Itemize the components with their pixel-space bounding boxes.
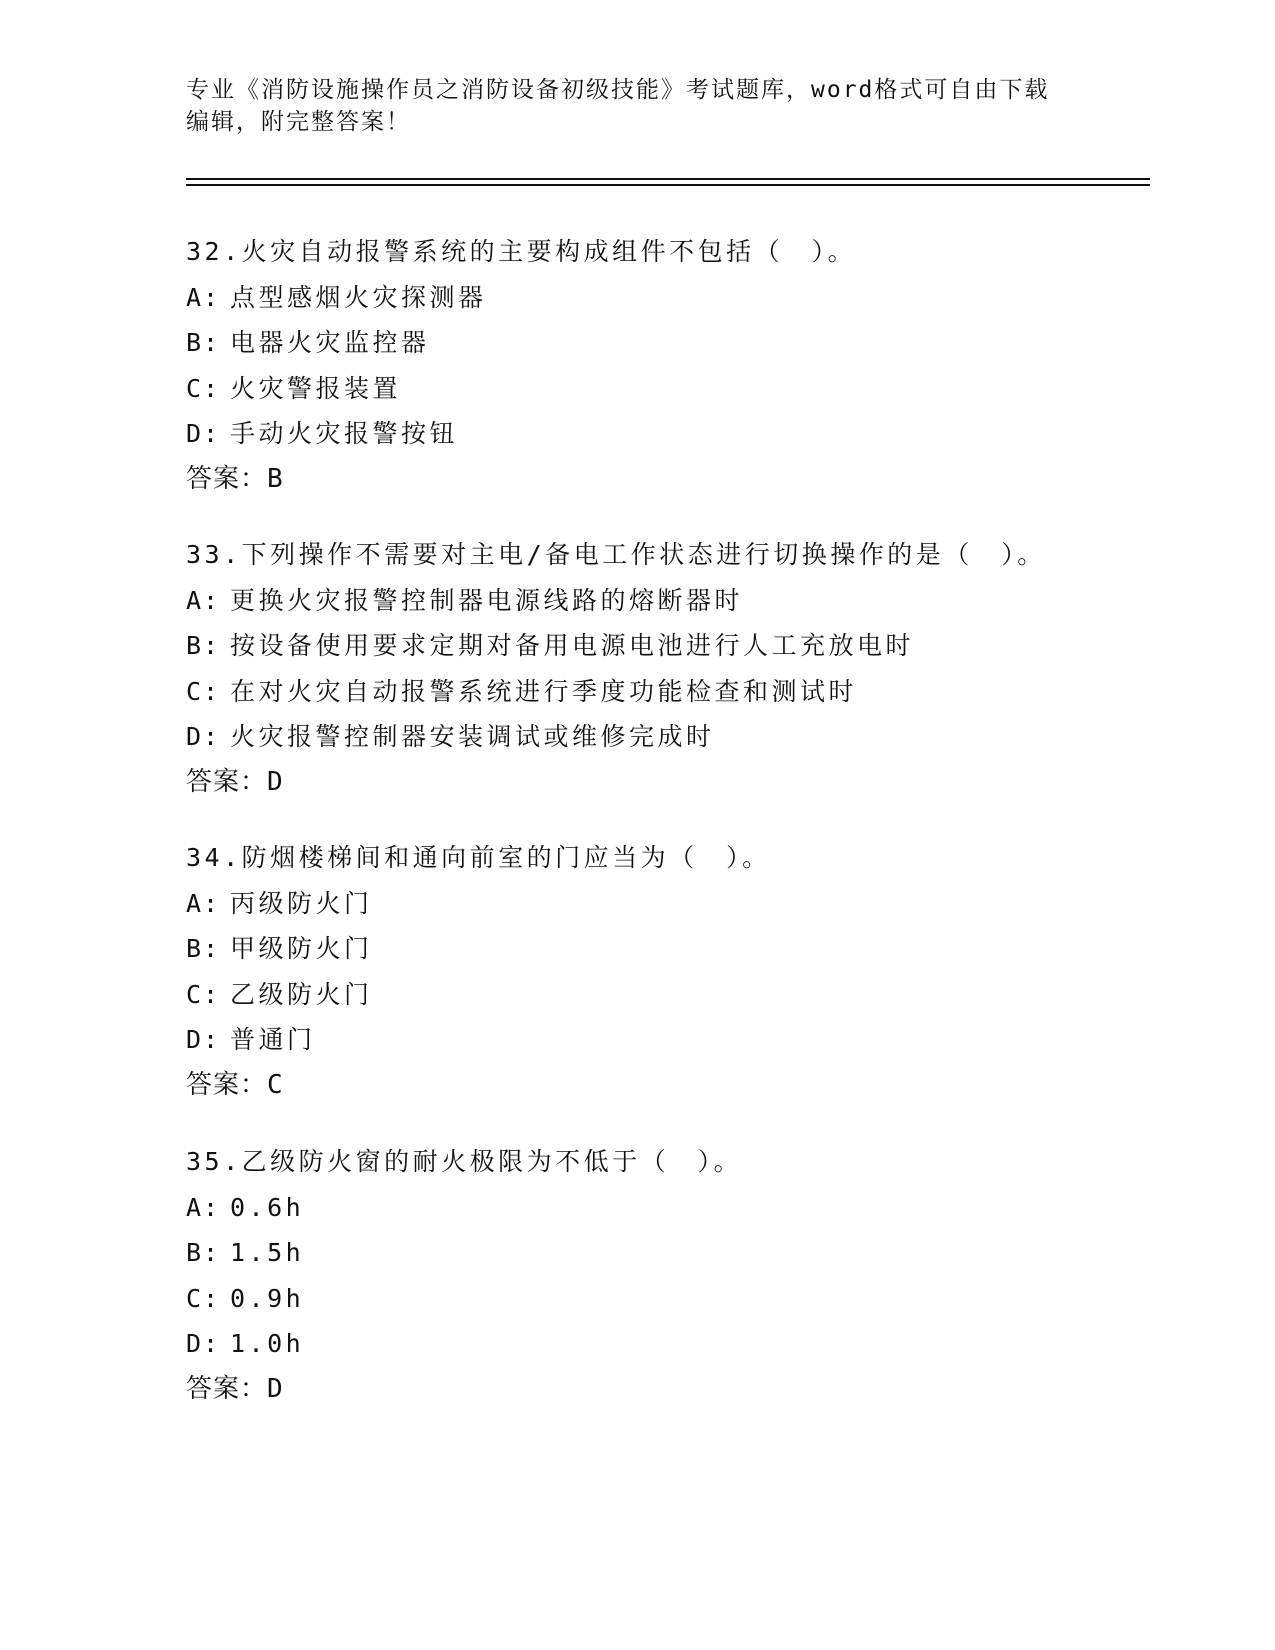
option-letter: A:	[186, 585, 221, 615]
answer-value: B	[267, 463, 284, 494]
option-text: 甲级防火门	[230, 934, 373, 963]
option-c	[186, 1276, 1166, 1322]
option-letter: C:	[186, 373, 221, 403]
question-35	[186, 1139, 1166, 1412]
option-text: 乙级防火门	[230, 979, 373, 1009]
option-a	[186, 1185, 1166, 1231]
answer-label: 答案：	[186, 766, 268, 797]
question-stem: 32.火灾自动报警系统的主要构成组件不包括（ ）。	[186, 237, 857, 266]
question-33	[186, 532, 1166, 805]
answer-value: C	[267, 1069, 284, 1100]
option-letter: B:	[186, 1238, 221, 1267]
header-divider-top	[186, 178, 1150, 180]
option-text: 点型感烟火灾探测器	[230, 282, 487, 312]
answer-value: D	[267, 766, 284, 797]
answer-line	[186, 1063, 1166, 1109]
option-b	[186, 320, 1166, 366]
option-a	[186, 578, 1166, 624]
option-d	[186, 411, 1166, 457]
option-text: 手动火灾报警按钮	[230, 419, 459, 448]
option-letter: C:	[186, 1283, 221, 1313]
question-34	[186, 835, 1166, 1108]
option-letter: B:	[186, 934, 221, 963]
answer-line	[186, 457, 1166, 503]
option-b	[186, 926, 1166, 972]
option-text: 按设备使用要求定期对备用电源电池进行人工充放电时	[230, 631, 915, 660]
option-letter: A:	[186, 888, 221, 918]
document-intro: 专业《消防设施操作员之消防设备初级技能》考试题库，word格式可自由下载编辑，附完整答案！	[186, 77, 1050, 135]
option-letter: B:	[186, 631, 221, 660]
option-text: 0.6h	[230, 1192, 305, 1222]
option-letter: D:	[186, 419, 221, 448]
option-letter: D:	[186, 1329, 221, 1358]
question-stem: 33.下列操作不需要对主电/备电工作状态进行切换操作的是（ ）。	[186, 540, 1046, 569]
option-letter: A:	[186, 282, 221, 312]
option-a	[186, 275, 1166, 321]
option-letter: D:	[186, 1025, 221, 1054]
option-letter: D:	[186, 722, 221, 751]
option-letter: C:	[186, 979, 221, 1009]
option-d	[186, 1321, 1166, 1367]
question-stem: 34.防烟楼梯间和通向前室的门应当为（ ）。	[186, 843, 771, 872]
option-text: 火灾警报装置	[230, 373, 402, 403]
option-text: 电器火灾监控器	[230, 328, 430, 357]
answer-value: D	[267, 1373, 284, 1404]
option-text: 1.0h	[230, 1329, 305, 1358]
option-text: 更换火灾报警控制器电源线路的熔断器时	[230, 585, 744, 615]
option-c	[186, 366, 1166, 412]
option-b	[186, 1230, 1166, 1276]
option-text: 普通门	[230, 1025, 316, 1054]
option-text: 火灾报警控制器安装调试或维修完成时	[230, 722, 715, 751]
option-a	[186, 881, 1166, 927]
option-b	[186, 623, 1166, 669]
question-32	[186, 229, 1166, 502]
option-letter: A:	[186, 1192, 221, 1222]
option-d	[186, 714, 1166, 760]
answer-line	[186, 760, 1166, 806]
option-text: 0.9h	[230, 1283, 305, 1313]
option-text: 丙级防火门	[230, 888, 373, 918]
option-letter: C:	[186, 676, 221, 706]
option-d	[186, 1017, 1166, 1063]
option-c	[186, 669, 1166, 715]
answer-line	[186, 1367, 1166, 1413]
header-divider-bottom	[186, 184, 1150, 186]
option-text: 在对火灾自动报警系统进行季度功能检查和测试时	[230, 676, 858, 706]
answer-label: 答案：	[186, 1069, 268, 1100]
option-letter: B:	[186, 328, 221, 357]
option-text: 1.5h	[230, 1238, 305, 1267]
question-stem: 35.乙级防火窗的耐火极限为不低于（ ）。	[186, 1147, 743, 1176]
option-c	[186, 972, 1166, 1018]
answer-label: 答案：	[186, 463, 268, 494]
answer-label: 答案：	[186, 1373, 268, 1404]
